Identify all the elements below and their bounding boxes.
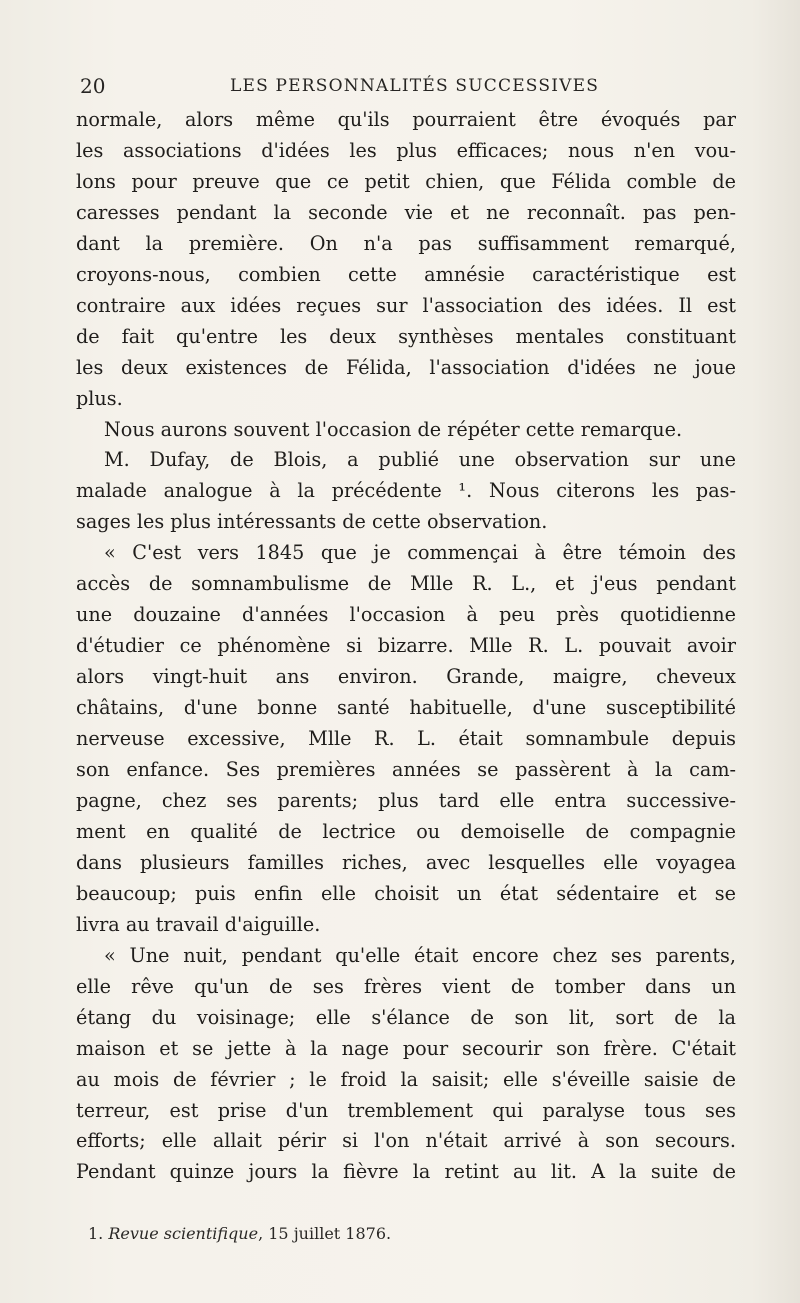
running-head: LES PERSONNALITÉS SUCCESSIVES bbox=[230, 76, 600, 96]
text-line: terreur, est prise d'un tremblement qui paralyse tous ses bbox=[76, 1098, 736, 1122]
text-line: pagne, chez ses parents; plus tard elle entra successive- bbox=[76, 788, 736, 812]
text-line: Nous aurons souvent l'occasion de répéter cette remarque. bbox=[104, 417, 683, 441]
text-line: beaucoup; puis enfin elle choisit un état sédentaire et se bbox=[76, 881, 736, 905]
text-line: étang du voisinage; elle s'élance de son lit, sort de la bbox=[76, 1005, 736, 1029]
text-line: dant la première. On n'a pas suffisamment remarqué, bbox=[76, 231, 736, 255]
text-line: livra au travail d'aiguille. bbox=[76, 912, 321, 936]
text-line: elle rêve qu'un de ses frères vient de tomber dans un bbox=[76, 974, 736, 998]
text-line: lons pour preuve que ce petit chien, que Félida comble de bbox=[76, 169, 736, 193]
footnote-title: Revue scientifique bbox=[108, 1224, 259, 1243]
text-line: contraire aux idées reçues sur l'association des idées. Il est bbox=[76, 293, 736, 317]
footnote bbox=[88, 1224, 728, 1243]
text-line: caresses pendant la seconde vie et ne reconnaît. pas pen- bbox=[76, 200, 736, 224]
text-line: de fait qu'entre les deux synthèses mentales constituant bbox=[76, 324, 736, 348]
text-line: d'étudier ce phénomène si bizarre. Mlle R. L. pouvait avoir bbox=[76, 634, 736, 658]
footnote-marker: 1. bbox=[88, 1224, 104, 1243]
text-line: plus. bbox=[76, 386, 123, 410]
text-line: « Une nuit, pendant qu'elle était encore chez ses parents, bbox=[104, 943, 736, 967]
text-line: les deux existences de Félida, l'association d'idées ne joue bbox=[76, 355, 736, 379]
text-line: efforts; elle allait périr si l'on n'était arrivé à son secours. bbox=[76, 1129, 736, 1153]
text-line: son enfance. Ses premières années se passèrent à la cam- bbox=[76, 758, 736, 782]
text-line: les associations d'idées les plus efficaces; nous n'en vou- bbox=[76, 138, 736, 162]
text-line: M. Dufay, de Blois, a publié une observation sur une bbox=[104, 448, 736, 472]
page-number: 20 bbox=[80, 74, 106, 98]
body-text bbox=[76, 105, 736, 1188]
footnote-date: , 15 juillet 1876. bbox=[258, 1224, 392, 1243]
text-line: nerveuse excessive, Mlle R. L. était somnambule depuis bbox=[76, 727, 736, 751]
text-line: malade analogue à la précédente ¹. Nous citerons les pas- bbox=[76, 479, 736, 503]
text-line: croyons-nous, combien cette amnésie caractéristique est bbox=[76, 262, 736, 286]
text-line: maison et se jette à la nage pour secourir son frère. C'était bbox=[76, 1036, 736, 1060]
text-line: sages les plus intéressants de cette observation. bbox=[76, 510, 548, 534]
text-line: au mois de février ; le froid la saisit; elle s'éveille saisie de bbox=[76, 1067, 736, 1091]
text-line: alors vingt-huit ans environ. Grande, maigre, cheveux bbox=[76, 665, 736, 689]
text-line: châtains, d'une bonne santé habituelle, d'une susceptibilité bbox=[76, 696, 736, 720]
text-line: Pendant quinze jours la fièvre la retint au lit. A la suite de bbox=[76, 1160, 736, 1184]
text-line: accès de somnambulisme de Mlle R. L., et j'eus pendant bbox=[76, 572, 736, 596]
text-line: « C'est vers 1845 que je commençai à être témoin des bbox=[104, 541, 736, 565]
text-line: ment en qualité de lectrice ou demoiselle de compagnie bbox=[76, 819, 736, 843]
text-line: une douzaine d'années l'occasion à peu près quotidienne bbox=[76, 603, 736, 627]
page-header bbox=[80, 74, 736, 104]
text-line: dans plusieurs familles riches, avec lesquelles elle voyagea bbox=[76, 850, 736, 874]
text-line: normale, alors même qu'ils pourraient être évoqués par bbox=[76, 108, 736, 131]
